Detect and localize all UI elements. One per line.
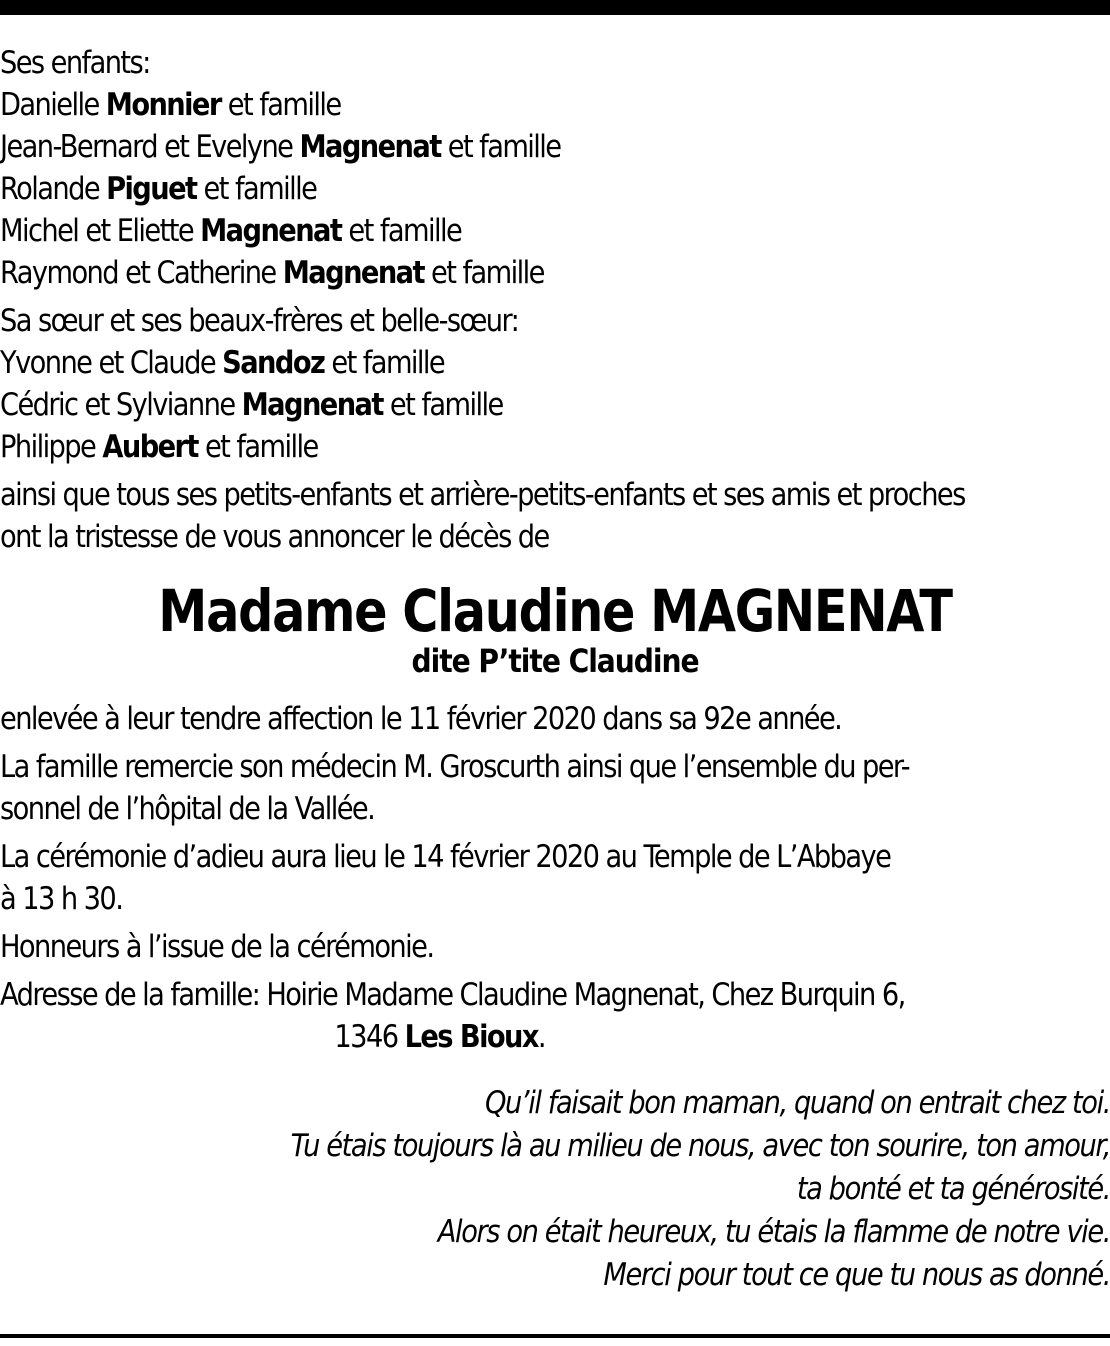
surname: Sandoz <box>222 345 325 381</box>
address-label: Adresse de la famille: <box>0 977 260 1013</box>
family-line: Danielle Monnier et famille <box>0 87 341 123</box>
poem-line: Alors on était heureux, tu étais la flamme de notre vie. <box>437 1214 1110 1250</box>
thanks-line: sonnel de l’hôpital de la Vallée. <box>0 791 375 827</box>
family-line: Cédric et Sylvianne Magnenat et famille <box>0 387 503 423</box>
announcement-section <box>0 474 1110 558</box>
surname: Piguet <box>106 171 197 207</box>
poem-line: ta bonté et ta générosité. <box>796 1171 1110 1207</box>
surname: Magnenat <box>241 387 383 423</box>
announcement-line: ont la tristesse de vous annoncer le décès de <box>0 519 549 555</box>
nickname: dite P’tite Claudine <box>411 642 699 680</box>
thanks-line: La famille remercie son médecin M. Groscurth ainsi que l’ensemble du per- <box>0 749 910 785</box>
family-line: Raymond et Catherine Magnenat et famille <box>0 255 544 291</box>
ceremony-section <box>0 836 1110 920</box>
address-section <box>0 974 1110 1058</box>
ceremony-line: La cérémonie d’adieu aura lieu le 14 février 2020 au Temple de L’Abbaye <box>0 839 891 875</box>
obituary-notice <box>0 42 1110 1297</box>
thanks-section <box>0 746 1110 830</box>
children-intro: Ses enfants: <box>0 45 150 81</box>
deceased-name: Madame Claudine MAGNENAT <box>158 577 952 645</box>
town: Les Bioux <box>404 1019 538 1055</box>
family-line: Michel et Eliette Magnenat et famille <box>0 213 462 249</box>
children-section <box>0 42 1110 294</box>
family-line: Yvonne et Claude Sandoz et famille <box>0 345 445 381</box>
poem-line: Qu’il faisait bon maman, quand on entrait chez toi. <box>484 1085 1110 1121</box>
poem <box>0 1082 1110 1297</box>
poem-line: Tu étais toujours là au milieu de nous, avec ton sourire, ton amour, <box>290 1128 1110 1164</box>
surname: Magnenat <box>282 255 424 291</box>
announcement-line: ainsi que tous ses petits-enfants et arrière-petits-enfants et ses amis et proches <box>0 477 965 513</box>
family-line: Rolande Piguet et famille <box>0 171 317 207</box>
ceremony-line: à 13 h 30. <box>0 881 123 917</box>
death-line: enlevée à leur tendre affection le 11 février 2020 dans sa 92e année. <box>0 701 842 737</box>
postcode: 1346 <box>334 1019 398 1055</box>
siblings-section <box>0 300 1110 468</box>
top-rule <box>0 0 1110 15</box>
address-line <box>0 974 977 1016</box>
address-street: Hoirie Madame Claudine Magnenat, Chez Burquin 6, <box>266 977 905 1013</box>
surname: Magnenat <box>200 213 342 249</box>
bottom-rule <box>0 1334 1110 1338</box>
family-line: Philippe Aubert et famille <box>0 429 318 465</box>
honours-line: Honneurs à l’issue de la cérémonie. <box>0 929 434 965</box>
address-town-line: 1346 Les Bioux. <box>334 1019 545 1055</box>
surname: Aubert <box>102 429 198 465</box>
surname: Magnenat <box>299 129 441 165</box>
siblings-intro: Sa sœur et ses beaux-frères et belle-sœur: <box>0 303 519 339</box>
family-line: Jean-Bernard et Evelyne Magnenat et famille <box>0 129 561 165</box>
surname: Monnier <box>105 87 221 123</box>
poem-line: Merci pour tout ce que tu nous as donné. <box>603 1257 1110 1293</box>
